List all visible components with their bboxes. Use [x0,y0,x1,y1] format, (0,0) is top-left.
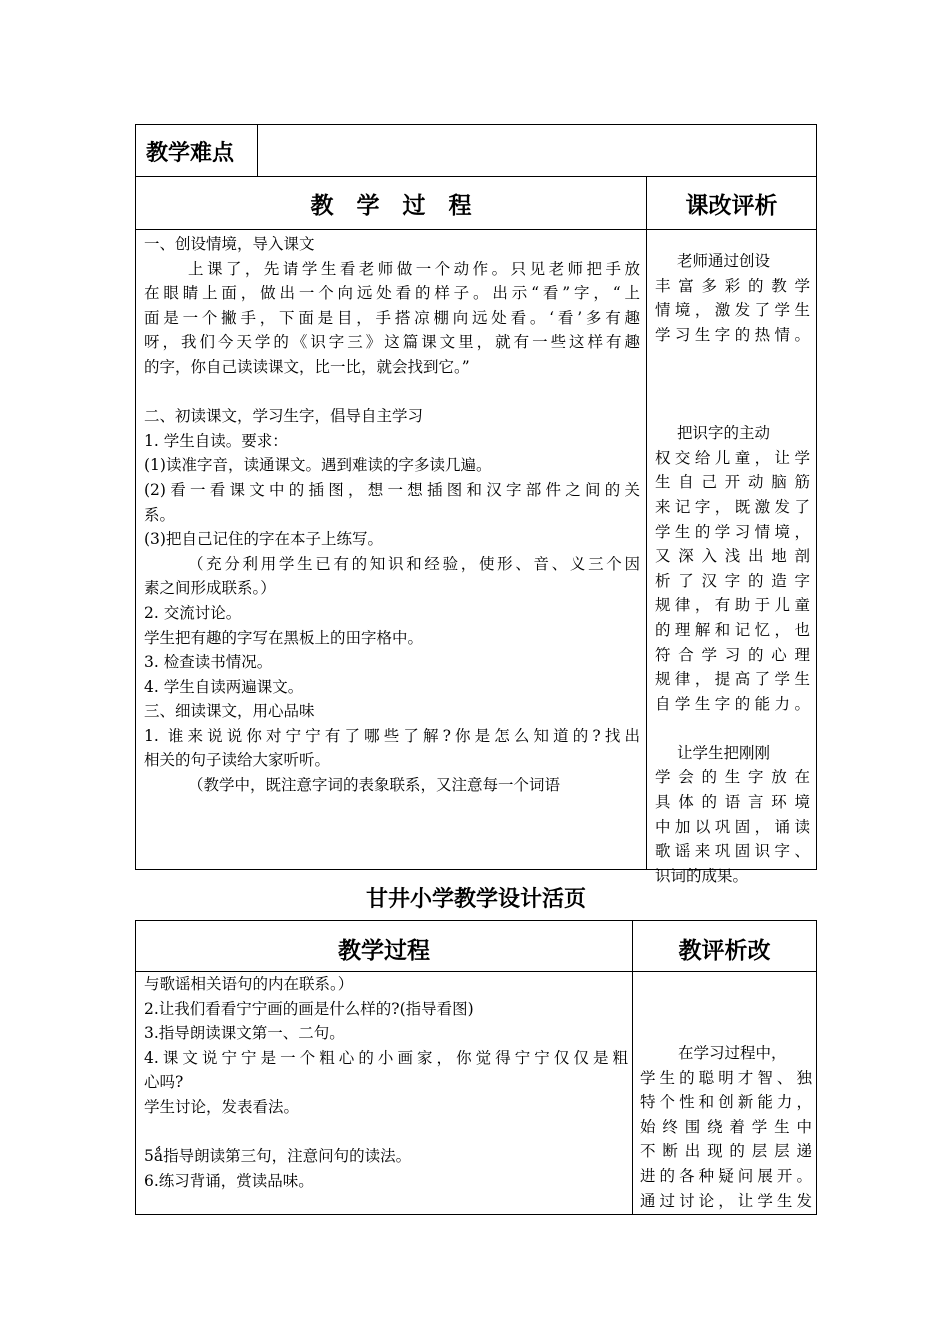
text-line: 丰富多彩的教学 [655,276,810,295]
text-line: 素之间形成联系。） [144,579,276,598]
text-line [655,397,810,422]
text-line: 又深入浅出地剖 [655,547,810,566]
text-line: 学会的生字放在 [655,768,810,787]
text-line: (3)把自己记住的字在本子上练写。 [144,530,383,549]
text-line: 把识字的主动 [677,424,771,443]
text-line [144,1120,628,1145]
text-line: 具体的语言环境 [655,793,810,812]
text-line: 规律，有助于儿童 [655,596,810,615]
text-line: 学习生字的热情。 [655,325,810,344]
text-line [655,716,810,741]
text-line: 老师通过创设 [677,252,771,270]
bottom-table [135,920,817,1215]
text-line: 1. 学生自读。要求： [144,431,288,450]
text-line: 析了汉字的造字 [655,571,810,590]
text-line: 通过讨论，让学生发 [640,1191,812,1210]
bottom-process-content [144,972,628,1193]
process-header: 教 学 过 程 [310,193,472,219]
text-line: 的字，你自己读读课文，比一比，就会找到它。” [144,357,470,376]
review-header: 课改评析 [685,193,778,219]
text-line: 3.指导朗读课文第一、二句。 [144,1024,345,1043]
text-line: （教学中，既注意字词的表象联系，又注意每一个词语 [188,776,561,795]
difficulty-label: 教学难点 [146,141,235,166]
text-line: 来记字，既激发了 [655,497,810,516]
text-line: 相关的句子读给大家听听。 [144,751,331,770]
text-line: (1)读准字音，读通课文。遇到难读的字多读几遍。 [144,456,492,475]
text-line: 学生把有趣的字写在黑板上的田字格中。 [144,628,424,647]
text-line: （充分利用学生已有的知识和经验，使形、音、义三个因 [188,554,640,573]
text-line: 中加以巩固，诵读 [655,817,810,836]
text-line: 5ǻ指导朗读第三句，注意问句的读法。 [144,1147,412,1166]
text-line: 学生讨论，发表看法。 [144,1097,300,1116]
text-line: 4. 学生自读两遍课文。 [144,677,304,696]
text-line: 始终围绕着学生中 [640,1117,812,1136]
text-line: 符合学习的心理 [655,645,810,664]
text-line: 识词的成果。 [655,866,749,885]
text-line: 与歌谣相关语句的内在联系。） [144,975,354,993]
bottom-process-header: 教学过程 [338,938,430,964]
text-line: 3. 检查读书情况。 [144,653,273,672]
top-process-content [144,232,640,798]
text-line: 三、细读课文，用心品味 [144,702,315,721]
text-line: 上课了，先请学生看老师做一个动作。只见老师把手放 [188,259,640,278]
text-line: 在学习过程中， [678,1044,787,1062]
text-line: 4.课文说宁宁是一个粗心的小画家，你觉得宁宁仅仅是粗 [144,1048,628,1067]
text-line: 让学生把刚刚 [677,743,771,762]
text-line: 权交给儿童，让学 [655,448,810,467]
text-line: 不断出现的层层递 [640,1142,812,1161]
text-line: 在眼睛上面，做出一个向远处看的样子。出示“看”字，“上 [144,284,640,303]
text-line: 二、初读课文，学习生字，倡导自主学习 [144,407,424,426]
text-line: 学生的聪明才智、独 [640,1068,812,1087]
text-line: 规律，提高了学生 [655,670,810,689]
text-line: 2.让我们看看宁宁画的画是什么样的?(指导看图) [144,999,474,1018]
text-line [144,380,640,405]
text-line: (2)看一看课文中的插图，想一想插图和汉字部件之间的关 [144,480,640,499]
text-line: 学生的学习情境， [655,522,810,541]
text-line: 2. 交流讨论。 [144,603,242,622]
text-line: 进的各种疑问展开。 [640,1166,812,1185]
text-line: 心吗? [144,1073,184,1092]
text-line: 特个性和创新能力， [640,1093,812,1112]
text-line: 1. 谁来说说你对宁宁有了哪些了解?你是怎么知道的?找出 [144,726,640,745]
text-line: 歌谣来巩固识字、 [655,842,810,861]
text-line: 情境，激发了学生 [655,301,810,320]
page-title: 甘井小学教学设计活页 [365,887,586,912]
text-line [655,372,810,397]
text-line: 生自己开动脑筋 [655,473,810,492]
text-line: 自学生字的能力。 [655,694,810,713]
bottom-review-content [640,1041,812,1213]
top-review-content [655,249,810,888]
bottom-review-header: 教评析改 [678,938,771,964]
top-table [135,124,817,885]
text-line: 的理解和记忆，也 [655,620,810,639]
text-line: 呀，我们今天学的《识字三》这篇课文里，就有一些这样有趣 [144,333,640,352]
text-line: 6.练习背诵，赏读品味。 [144,1171,314,1190]
text-line [655,347,810,372]
text-line: 系。 [144,505,176,524]
text-line: 一、创设情境，导入课文 [144,235,315,253]
text-line: 面是一个撇手，下面是目，手搭凉棚向远处看。‘看’多有趣 [144,308,640,327]
